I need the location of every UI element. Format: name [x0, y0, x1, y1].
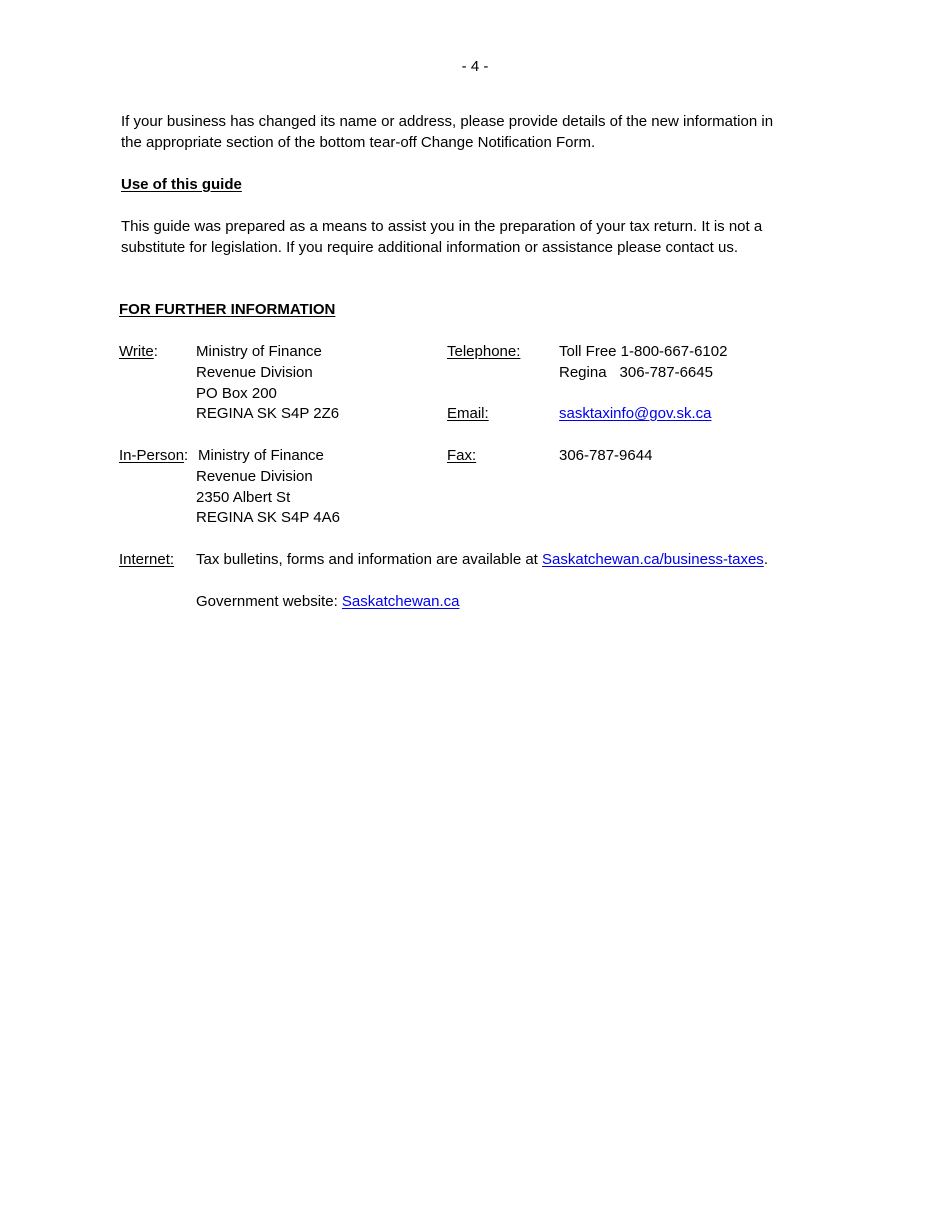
internet-text — [196, 550, 768, 571]
write-address-line: Revenue Division — [196, 363, 313, 381]
in-person-label: In-Person — [119, 447, 185, 464]
government-website — [196, 592, 459, 613]
in-person-colon: : — [184, 447, 189, 464]
regina-number: 306-787-6645 — [619, 363, 713, 381]
in-person-address-line: 2350 Albert St — [196, 488, 291, 506]
government-website-link[interactable]: Saskatchewan.ca — [341, 593, 460, 610]
fax-number: 306-787-9644 — [559, 447, 653, 464]
write-address-line: PO Box 200 — [196, 384, 277, 402]
fax-label: Fax: — [447, 447, 477, 464]
use-of-guide-heading: Use of this guide — [121, 176, 242, 193]
use-of-guide-line-1: This guide was prepared as a means to assist you in the preparation of your tax return. It is not a — [121, 218, 763, 235]
regina-phone — [559, 363, 727, 384]
further-info-heading: FOR FURTHER INFORMATION — [119, 301, 336, 318]
use-of-guide-line-2: substitute for legislation. If you require additional information or assistance please contact us. — [121, 238, 739, 256]
internet-label: Internet: — [119, 551, 175, 568]
telephone-label: Telephone: — [447, 343, 521, 360]
toll-free-number: Toll Free 1-800-667-6102 — [559, 343, 728, 360]
use-of-guide-paragraph — [121, 217, 821, 259]
regina-label: Regina — [559, 363, 607, 381]
write-address-line: REGINA SK S4P 2Z6 — [196, 405, 340, 423]
intro-paragraph — [121, 112, 821, 154]
write-address — [196, 342, 339, 425]
write-address-line: Ministry of Finance — [196, 343, 322, 360]
in-person-address-line: REGINA SK S4P 4A6 — [196, 509, 340, 527]
intro-line-2: the appropriate section of the bottom tear-off Change Notification Form. — [121, 133, 596, 151]
write-colon: : — [153, 343, 158, 360]
internet-period: . — [763, 551, 768, 568]
email-link-wrap — [559, 404, 712, 425]
internet-description: Tax bulletins, forms and information are available at — [196, 551, 543, 568]
write-label: Write — [119, 343, 154, 360]
government-website-text: Government website: — [196, 593, 342, 610]
business-taxes-link[interactable]: Saskatchewan.ca/business-taxes — [542, 551, 764, 568]
intro-line-1: If your business has changed its name or address, please provide details of the new information in — [121, 113, 774, 130]
telephone-numbers — [559, 342, 727, 384]
in-person-address — [196, 446, 340, 529]
in-person-address-line: Ministry of Finance — [198, 447, 324, 464]
write-label-wrap — [119, 342, 158, 363]
email-label: Email: — [447, 405, 489, 422]
email-link[interactable]: sasktaxinfo@gov.sk.ca — [559, 405, 712, 422]
in-person-label-wrap — [119, 446, 188, 467]
page-number: - 4 - — [461, 58, 489, 75]
in-person-address-line: Revenue Division — [196, 467, 313, 485]
